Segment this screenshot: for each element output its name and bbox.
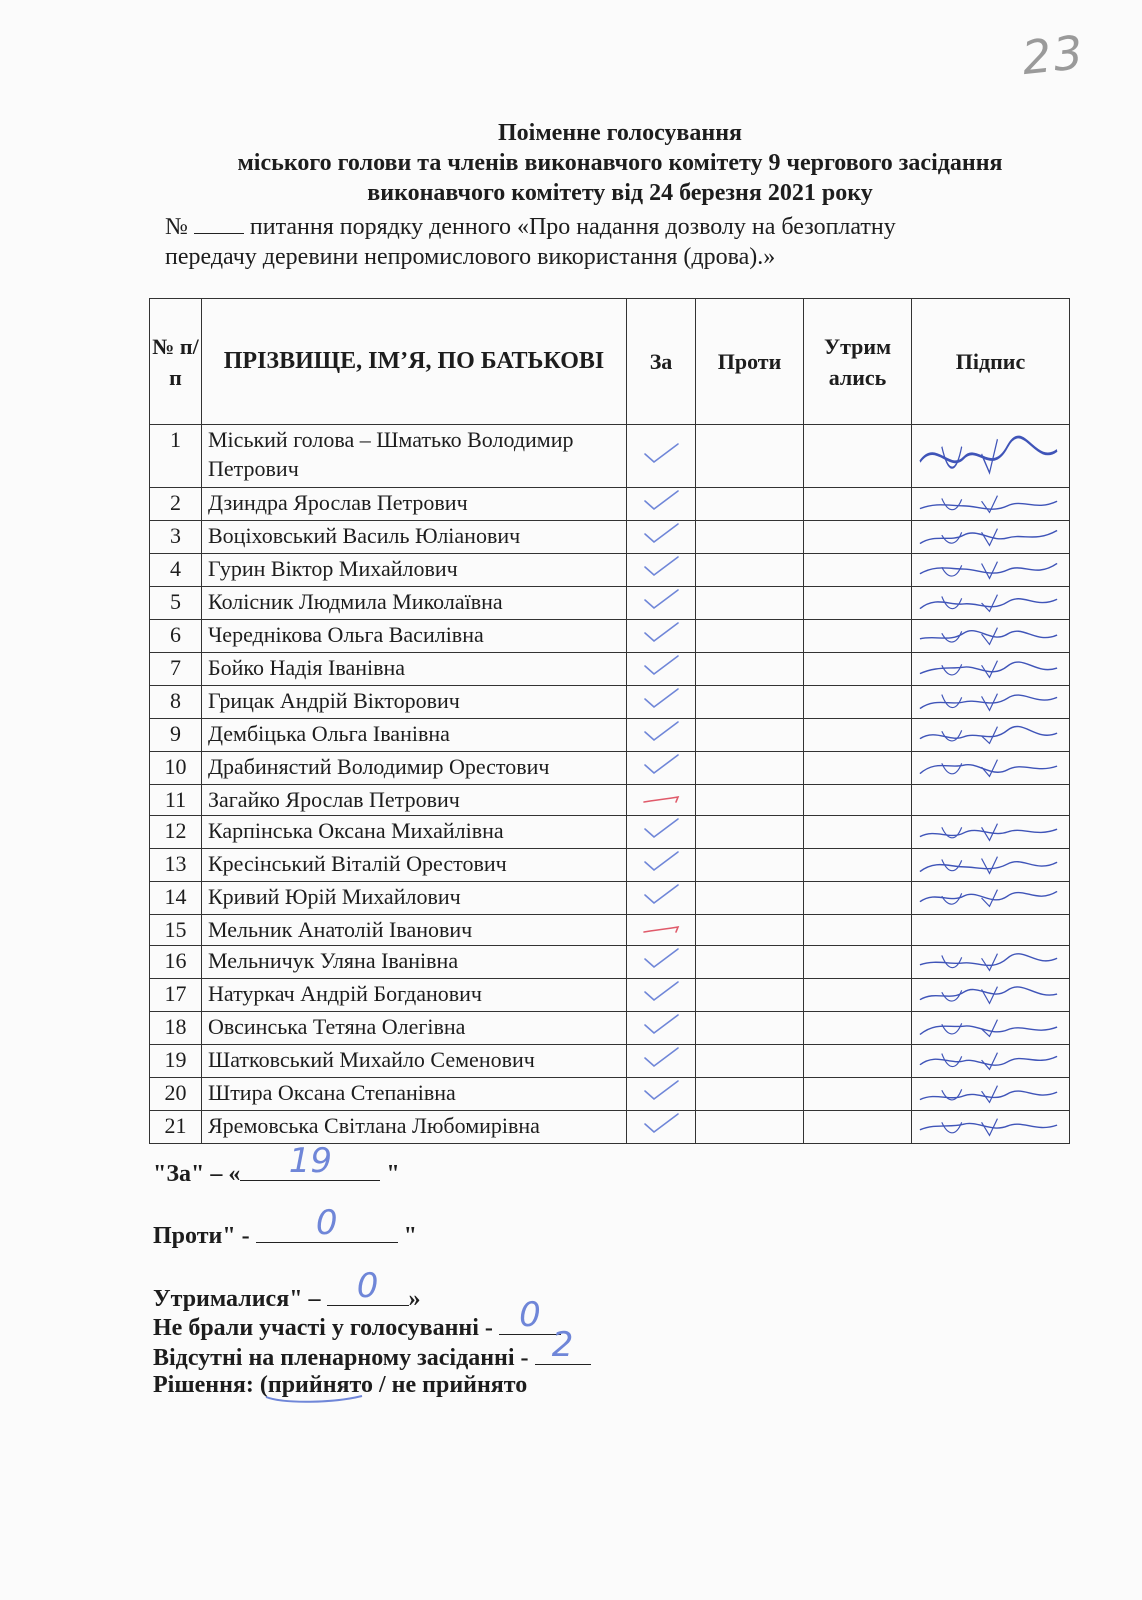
table-row — [150, 554, 1070, 587]
member-name: Натуркач Андрій Богданович — [202, 979, 627, 1012]
result-decision — [153, 1372, 527, 1399]
result-abstained-value: 0 — [356, 1266, 379, 1306]
header-abstained: Утрим ались — [804, 299, 912, 425]
signature-cell — [912, 521, 1070, 554]
result-absent-blank — [535, 1325, 591, 1365]
check-icon — [641, 554, 681, 578]
signature-cell — [912, 1045, 1070, 1078]
check-icon — [641, 686, 681, 710]
signature-icon — [912, 523, 1069, 551]
title-line-1: Поіменне голосування — [497, 120, 743, 146]
check-icon — [641, 849, 681, 873]
check-icon — [641, 752, 681, 776]
vote-for-cell — [627, 849, 696, 882]
vote-against-cell — [696, 1045, 804, 1078]
page-number: 23 — [1019, 24, 1088, 86]
check-icon — [641, 979, 681, 1003]
table-row — [150, 719, 1070, 752]
row-number: 12 — [150, 816, 202, 849]
vote-against-cell — [696, 785, 804, 816]
vote-abstained-cell — [804, 488, 912, 521]
vote-for-cell — [627, 816, 696, 849]
result-abstained-blank — [327, 1266, 409, 1306]
result-against-blank — [256, 1203, 398, 1243]
vote-against-cell — [696, 554, 804, 587]
check-icon — [641, 488, 681, 512]
table-row — [150, 785, 1070, 816]
vote-abstained-cell — [804, 653, 912, 686]
header-for: За — [627, 299, 696, 425]
signature-icon — [912, 1047, 1069, 1075]
member-name: Овсинська Тетяна Олегівна — [202, 1012, 627, 1045]
vote-against-cell — [696, 915, 804, 946]
member-name: Череднікова Ольга Василівна — [202, 620, 627, 653]
signature-cell — [912, 719, 1070, 752]
dash-icon — [641, 793, 681, 807]
title-line-3: виконавчого комітету від 24 березня 2021 року — [367, 180, 873, 206]
signature-icon — [912, 1113, 1069, 1141]
member-name: Кресінський Віталій Орестович — [202, 849, 627, 882]
signature-icon — [912, 721, 1069, 749]
signature-cell — [912, 1111, 1070, 1144]
signature-cell — [912, 488, 1070, 521]
member-name: Дембіцька Ольга Іванівна — [202, 719, 627, 752]
vote-for-cell — [627, 653, 696, 686]
vote-for-cell — [627, 620, 696, 653]
member-name: Карпінська Оксана Михайлівна — [202, 816, 627, 849]
member-name: Міський голова – Шматько Володимир Петрович — [202, 425, 627, 488]
signature-icon — [912, 754, 1069, 782]
header-number: № п/п — [150, 299, 202, 425]
vote-for-cell — [627, 425, 696, 488]
row-number: 8 — [150, 686, 202, 719]
member-name: Грицак Андрій Вікторович — [202, 686, 627, 719]
title-line-2: міського голови та членів виконавчого комітету 9 чергового засідання — [237, 150, 1003, 176]
vote-abstained-cell — [804, 587, 912, 620]
result-absent-value: 2 — [551, 1325, 574, 1365]
table-row — [150, 849, 1070, 882]
signature-cell — [912, 816, 1070, 849]
decision-accepted — [268, 1372, 373, 1398]
vote-abstained-cell — [804, 1111, 912, 1144]
result-absent-label: Відсутні на пленарному засіданні - — [153, 1345, 529, 1371]
agenda-number-sign: № — [165, 214, 188, 240]
vote-for-cell — [627, 915, 696, 946]
decision-rest: / не прийнято — [373, 1372, 528, 1398]
vote-for-cell — [627, 882, 696, 915]
table-row — [150, 882, 1070, 915]
vote-against-cell — [696, 620, 804, 653]
check-icon — [641, 946, 681, 970]
check-icon — [641, 1111, 681, 1135]
vote-abstained-cell — [804, 1012, 912, 1045]
row-number: 17 — [150, 979, 202, 1012]
vote-for-cell — [627, 554, 696, 587]
member-name: Кривий Юрій Михайлович — [202, 882, 627, 915]
table-row — [150, 752, 1070, 785]
check-icon — [641, 1078, 681, 1102]
table-row — [150, 587, 1070, 620]
row-number: 13 — [150, 849, 202, 882]
check-icon — [641, 719, 681, 743]
vote-abstained-cell — [804, 816, 912, 849]
signature-cell — [912, 1078, 1070, 1111]
row-number: 5 — [150, 587, 202, 620]
signature-icon — [912, 688, 1069, 716]
result-for-close: " — [386, 1161, 400, 1187]
header-against: Проти — [696, 299, 804, 425]
vote-abstained-cell — [804, 521, 912, 554]
signature-icon — [912, 818, 1069, 846]
vote-abstained-cell — [804, 1078, 912, 1111]
vote-against-cell — [696, 979, 804, 1012]
row-number: 20 — [150, 1078, 202, 1111]
vote-for-cell — [627, 1012, 696, 1045]
signature-icon — [912, 981, 1069, 1009]
member-name: Гурин Віктор Михайлович — [202, 554, 627, 587]
vote-abstained-cell — [804, 719, 912, 752]
result-not-voted-label: Не брали участі у голосуванні - — [153, 1315, 493, 1341]
signature-cell — [912, 554, 1070, 587]
table-row — [150, 653, 1070, 686]
vote-against-cell — [696, 1012, 804, 1045]
signature-icon — [912, 1014, 1069, 1042]
signature-cell — [912, 979, 1070, 1012]
decision-accepted-text: прийнято — [267, 1372, 373, 1398]
result-for-value: 19 — [288, 1141, 332, 1181]
result-against-close: " — [403, 1223, 417, 1249]
vote-abstained-cell — [804, 620, 912, 653]
table-row — [150, 979, 1070, 1012]
signature-icon — [912, 948, 1069, 976]
row-number: 16 — [150, 946, 202, 979]
check-icon — [641, 587, 681, 611]
signature-icon — [912, 622, 1069, 650]
signature-cell — [912, 425, 1070, 488]
row-number: 14 — [150, 882, 202, 915]
result-not-voted-value: 0 — [519, 1295, 541, 1335]
vote-for-cell — [627, 521, 696, 554]
vote-for-cell — [627, 785, 696, 816]
signature-cell — [912, 1012, 1070, 1045]
vote-against-cell — [696, 882, 804, 915]
check-icon — [641, 653, 681, 677]
result-against — [153, 1203, 417, 1250]
row-number: 3 — [150, 521, 202, 554]
row-number: 10 — [150, 752, 202, 785]
vote-abstained-cell — [804, 979, 912, 1012]
member-name: Шатковський Михайло Семенович — [202, 1045, 627, 1078]
member-name: Мельник Анатолій Іванович — [202, 915, 627, 946]
signature-cell — [912, 620, 1070, 653]
member-name: Колісник Людмила Миколаївна — [202, 587, 627, 620]
row-number: 2 — [150, 488, 202, 521]
result-for — [153, 1141, 400, 1188]
table-row — [150, 1078, 1070, 1111]
signature-cell — [912, 587, 1070, 620]
signature-cell — [912, 785, 1070, 816]
dash-icon — [641, 923, 681, 937]
vote-abstained-cell — [804, 915, 912, 946]
table-row — [150, 1045, 1070, 1078]
decision-label: Рішення: ( — [153, 1372, 268, 1398]
vote-abstained-cell — [804, 686, 912, 719]
table-row — [150, 425, 1070, 488]
row-number: 21 — [150, 1111, 202, 1144]
vote-against-cell — [696, 849, 804, 882]
member-name: Яремовська Світлана Любомирівна — [202, 1111, 627, 1144]
member-name: Штира Оксана Степанівна — [202, 1078, 627, 1111]
member-name: Драбинястий Володимир Орестович — [202, 752, 627, 785]
vote-for-cell — [627, 1111, 696, 1144]
signature-icon — [912, 556, 1069, 584]
table-row — [150, 686, 1070, 719]
accepted-underline-stroke — [264, 1394, 364, 1404]
table-row — [150, 488, 1070, 521]
vote-against-cell — [696, 488, 804, 521]
row-number: 7 — [150, 653, 202, 686]
vote-for-cell — [627, 1078, 696, 1111]
vote-against-cell — [696, 752, 804, 785]
result-for-label: "За" – « — [153, 1161, 241, 1187]
vote-against-cell — [696, 1111, 804, 1144]
vote-for-cell — [627, 752, 696, 785]
signature-icon — [912, 428, 1069, 484]
row-number: 15 — [150, 915, 202, 946]
table-header-row — [150, 299, 1070, 425]
row-number: 19 — [150, 1045, 202, 1078]
vote-against-cell — [696, 816, 804, 849]
vote-for-cell — [627, 946, 696, 979]
check-icon — [641, 1012, 681, 1036]
row-number: 11 — [150, 785, 202, 816]
table-row — [150, 1012, 1070, 1045]
vote-against-cell — [696, 425, 804, 488]
vote-for-cell — [627, 488, 696, 521]
vote-for-cell — [627, 719, 696, 752]
vote-for-cell — [627, 587, 696, 620]
result-for-blank — [240, 1141, 380, 1181]
signature-cell — [912, 686, 1070, 719]
signature-cell — [912, 849, 1070, 882]
vote-abstained-cell — [804, 425, 912, 488]
check-icon — [641, 620, 681, 644]
row-number: 4 — [150, 554, 202, 587]
agenda-number-blank — [194, 213, 244, 234]
vote-against-cell — [696, 686, 804, 719]
signature-icon — [912, 884, 1069, 912]
table-row — [150, 946, 1070, 979]
signature-cell — [912, 752, 1070, 785]
signature-icon — [912, 589, 1069, 617]
signature-icon — [912, 851, 1069, 879]
signature-cell — [912, 882, 1070, 915]
vote-for-cell — [627, 979, 696, 1012]
vote-abstained-cell — [804, 554, 912, 587]
vote-for-cell — [627, 686, 696, 719]
check-icon — [641, 882, 681, 906]
result-against-value: 0 — [315, 1203, 338, 1243]
vote-abstained-cell — [804, 785, 912, 816]
signature-cell — [912, 915, 1070, 946]
vote-against-cell — [696, 587, 804, 620]
result-abstained-close: » — [408, 1286, 421, 1312]
vote-against-cell — [696, 719, 804, 752]
header-signature: Підпис — [912, 299, 1070, 425]
vote-against-cell — [696, 1078, 804, 1111]
signature-icon — [912, 1080, 1069, 1108]
signature-cell — [912, 946, 1070, 979]
row-number: 18 — [150, 1012, 202, 1045]
table-row — [150, 620, 1070, 653]
check-icon — [641, 1045, 681, 1069]
vote-abstained-cell — [804, 882, 912, 915]
check-icon — [641, 521, 681, 545]
member-name: Дзиндра Ярослав Петрович — [202, 488, 627, 521]
vote-abstained-cell — [804, 849, 912, 882]
vote-for-cell — [627, 1045, 696, 1078]
agenda-item — [165, 212, 1067, 272]
result-against-label: Проти" - — [153, 1223, 250, 1249]
row-number: 6 — [150, 620, 202, 653]
vote-against-cell — [696, 653, 804, 686]
agenda-text-2: передачу деревини непромислового використання (дрова).» — [165, 244, 776, 270]
member-name: Загайко Ярослав Петрович — [202, 785, 627, 816]
header-name: ПРІЗВИЩЕ, ІМ’Я, ПО БАТЬКОВІ — [202, 299, 627, 425]
vote-against-cell — [696, 521, 804, 554]
table-row — [150, 915, 1070, 946]
table-row — [150, 1111, 1070, 1144]
table-row — [150, 816, 1070, 849]
member-name: Воціховський Василь Юліанович — [202, 521, 627, 554]
document-title — [160, 118, 1080, 208]
vote-abstained-cell — [804, 946, 912, 979]
check-icon — [641, 816, 681, 840]
row-number: 9 — [150, 719, 202, 752]
agenda-text-1: питання порядку денного «Про надання дозволу на безоплатну — [249, 214, 896, 240]
result-abstained — [153, 1266, 421, 1313]
signature-cell — [912, 653, 1070, 686]
row-number: 1 — [150, 425, 202, 488]
vote-against-cell — [696, 946, 804, 979]
member-name: Мельничук Уляна Іванівна — [202, 946, 627, 979]
table-row — [150, 521, 1070, 554]
vote-abstained-cell — [804, 752, 912, 785]
check-icon — [641, 441, 681, 465]
vote-abstained-cell — [804, 1045, 912, 1078]
voting-table — [149, 298, 1070, 1144]
signature-icon — [912, 655, 1069, 683]
result-abstained-label: Утрималися" – — [153, 1286, 321, 1312]
member-name: Бойко Надія Іванівна — [202, 653, 627, 686]
signature-icon — [912, 490, 1069, 518]
